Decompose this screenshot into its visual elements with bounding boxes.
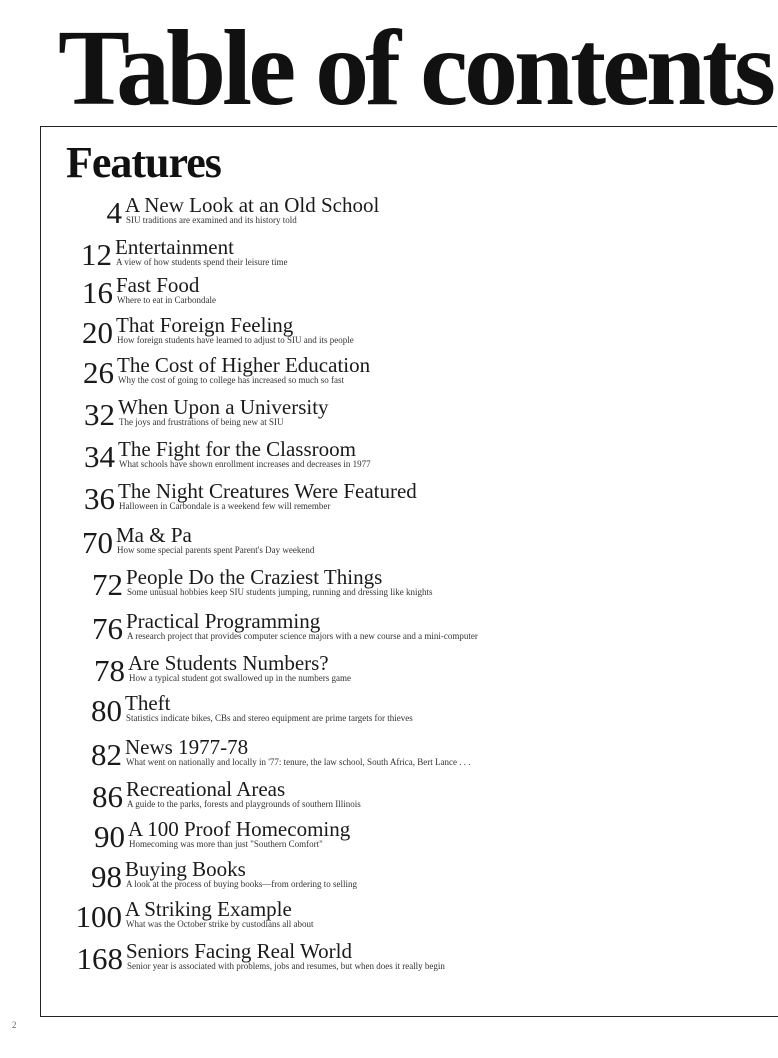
entry-description: What went on nationally and locally in '77: tenure, the law school, South Africa, Bert Lance . . . [126, 757, 471, 767]
entry-description: Homecoming was more than just "Southern Comfort" [129, 839, 323, 849]
page-title: Table of contents [58, 9, 773, 128]
entry-title: News 1977-78 [125, 735, 249, 759]
entry-description: A research project that provides computer science majors with a new course and a mini-computer [127, 631, 478, 641]
entry-description: A look at the process of buying books—from ordering to selling [126, 879, 357, 889]
entry-title: A 100 Proof Homecoming [128, 817, 351, 841]
entry-description: SIU traditions are examined and its history told [126, 215, 297, 225]
entry-page-number: 80 [91, 693, 122, 728]
entry-title: The Fight for the Classroom [118, 437, 356, 461]
entry-title: Entertainment [115, 235, 234, 259]
entry-description: What schools have shown enrollment increases and decreases in 1977 [119, 459, 371, 469]
entry-description: How a typical student got swallowed up in the numbers game [129, 673, 351, 683]
entry-page-number: 32 [84, 397, 115, 432]
entry-title: A New Look at an Old School [125, 193, 380, 217]
entry-title: Ma & Pa [116, 523, 192, 547]
entry-title: Theft [125, 691, 171, 715]
entry-page-number: 98 [91, 859, 122, 894]
entry-page-number: 4 [106, 195, 122, 230]
entry-description: A guide to the parks, forests and playgrounds of southern Illinois [127, 799, 361, 809]
entry-page-number: 16 [82, 275, 113, 310]
entry-description: Statistics indicate bikes, CBs and stereo equipment are prime targets for thieves [126, 713, 413, 723]
entry-description: What was the October strike by custodians all about [126, 919, 314, 929]
entry-page-number: 90 [94, 819, 125, 854]
folio-page-number: 2 [12, 1020, 17, 1030]
entry-page-number: 26 [83, 355, 114, 390]
entry-page-number: 78 [94, 653, 125, 688]
entry-title: Fast Food [116, 273, 200, 297]
entry-page-number: 82 [91, 737, 122, 772]
entry-page-number: 70 [82, 525, 113, 560]
entry-title: Practical Programming [126, 609, 321, 633]
entry-title: The Night Creatures Were Featured [118, 479, 417, 503]
entry-description: Senior year is associated with problems, jobs and resumes, but when does it really begin [127, 961, 445, 971]
entry-title: People Do the Craziest Things [126, 565, 383, 589]
entry-title: Recreational Areas [126, 777, 286, 801]
entry-page-number: 86 [92, 779, 123, 814]
entry-description: Halloween in Carbondale is a weekend few will remember [119, 501, 331, 511]
entry-title: The Cost of Higher Education [117, 353, 371, 377]
entry-description: A view of how students spend their leisure time [116, 257, 288, 267]
entry-page-number: 76 [92, 611, 123, 646]
section-title: Features [66, 138, 221, 187]
entry-page-number: 72 [92, 567, 123, 602]
entry-page-number: 100 [75, 899, 122, 934]
entry-page-number: 168 [76, 941, 123, 976]
entry-title: That Foreign Feeling [116, 313, 294, 337]
entry-title: Seniors Facing Real World [126, 939, 352, 963]
entry-page-number: 36 [84, 481, 115, 516]
entry-title: A Striking Example [125, 897, 292, 921]
entry-description: Why the cost of going to college has increased so much so fast [118, 375, 344, 385]
entry-page-number: 12 [81, 237, 112, 272]
entry-description: Where to eat in Carbondale [117, 295, 216, 305]
entry-description: How some special parents spent Parent's Day weekend [117, 545, 315, 555]
entry-description: How foreign students have learned to adjust to SIU and its people [117, 335, 354, 345]
entry-description: The joys and frustrations of being new at SIU [119, 417, 284, 427]
entry-title: Are Students Numbers? [128, 651, 329, 675]
entry-description: Some unusual hobbies keep SIU students jumping, running and dressing like knights [127, 587, 433, 597]
frame-left-lower [40, 680, 41, 1016]
entry-title: When Upon a University [118, 395, 329, 419]
entry-page-number: 34 [84, 439, 115, 474]
frame-bottom [40, 1016, 778, 1017]
entry-page-number: 20 [82, 315, 113, 350]
entry-title: Buying Books [125, 857, 246, 881]
